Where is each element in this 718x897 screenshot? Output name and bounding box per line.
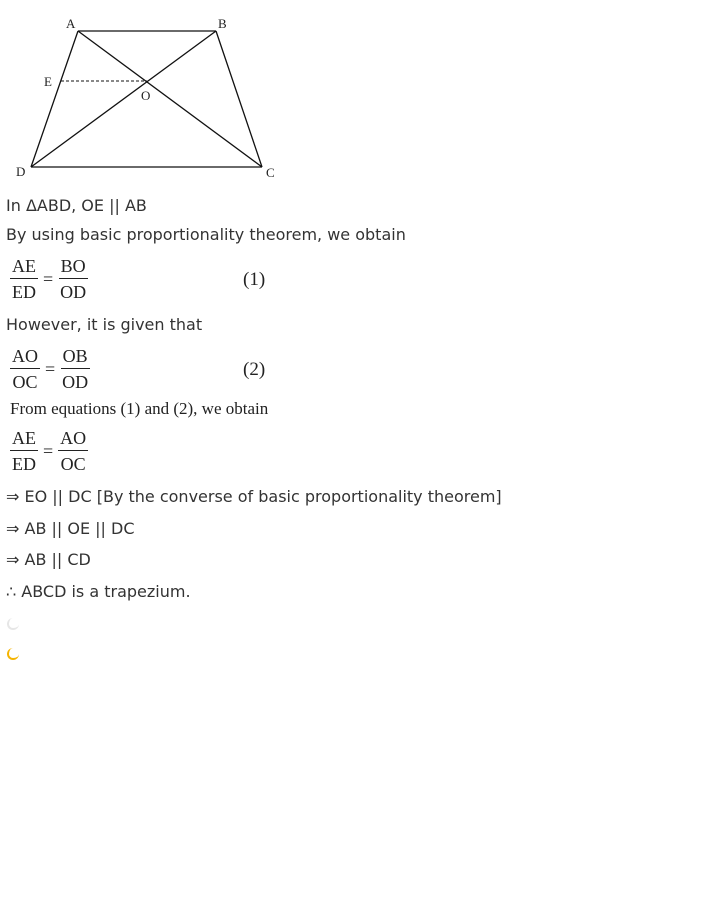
loading-spinner-accent-icon	[7, 648, 19, 660]
diagonal-bd	[31, 31, 216, 167]
statement-eo-parallel-dc: ⇒ EO || DC [By the converse of basic proportionality theorem]	[6, 487, 502, 506]
statement-bpt: By using basic proportionality theorem, we obtain	[6, 225, 406, 244]
statement-from-equations: From equations (1) and (2), we obtain	[10, 399, 269, 418]
label-o: O	[141, 88, 151, 103]
trapezium-figure	[10, 12, 290, 187]
denominator: OD	[62, 372, 89, 392]
numerator: BO	[59, 256, 88, 279]
equation-3	[8, 428, 90, 474]
numerator: AO	[58, 428, 88, 451]
numerator: OB	[61, 346, 90, 369]
statement-given: However, it is given that	[6, 315, 203, 334]
statement-conclusion: ∴ ABCD is a trapezium.	[6, 582, 191, 601]
side-bc	[216, 31, 262, 167]
fraction-bo-od	[58, 256, 88, 302]
numerator: AE	[10, 428, 38, 451]
denominator: ED	[12, 454, 36, 474]
label-e: E	[44, 74, 52, 89]
statement-ab-cd: ⇒ AB || CD	[6, 550, 91, 569]
numerator: AE	[10, 256, 38, 279]
equation-1	[8, 256, 90, 302]
label-d: D	[16, 164, 26, 179]
numerator: AO	[10, 346, 40, 369]
statement-ab-oe-dc: ⇒ AB || OE || DC	[6, 519, 135, 538]
label-c: C	[266, 165, 275, 180]
equation-2-tag: (2)	[243, 359, 266, 380]
fraction-ae-ed	[10, 256, 38, 302]
label-a: A	[66, 16, 76, 31]
loading-spinner-icon	[7, 618, 19, 630]
fraction-ao-oc	[10, 346, 40, 392]
denominator: OC	[12, 372, 38, 392]
fraction-ao-oc	[58, 428, 88, 474]
diagonal-ac	[78, 31, 262, 167]
equals-sign: =	[43, 268, 54, 289]
equals-sign: =	[43, 440, 54, 461]
equals-sign: =	[45, 358, 56, 379]
equation-2	[8, 346, 92, 392]
label-b: B	[218, 16, 227, 31]
denominator: ED	[12, 282, 36, 302]
equation-1-tag: (1)	[243, 269, 266, 290]
trapezium-diagram	[10, 12, 290, 187]
side-da	[31, 31, 78, 167]
fraction-ob-od	[60, 346, 90, 392]
statement-oe-parallel-ab: In ΔABD, OE || AB	[6, 196, 147, 215]
fraction-ae-ed	[10, 428, 38, 474]
denominator: OC	[60, 454, 86, 474]
denominator: OD	[60, 282, 87, 302]
